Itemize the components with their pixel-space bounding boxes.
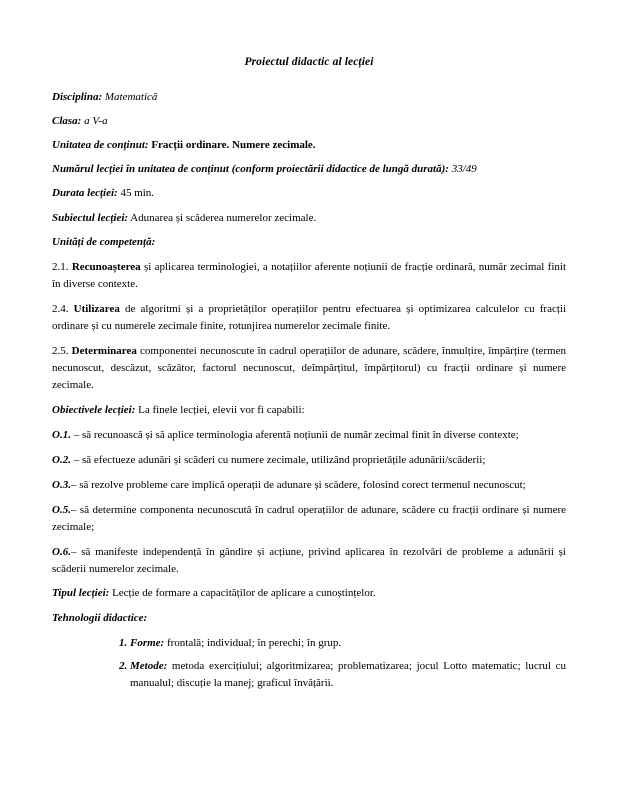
field-numarul-lectiei <box>52 162 566 178</box>
field-label: Unitatea de conținut: <box>52 139 149 152</box>
field-value: Lecție de formare a capacităților de aplicare a cunoștințelor. <box>109 587 376 600</box>
field-durata-lectiei <box>52 186 566 202</box>
objective-item <box>52 544 566 578</box>
field-value: a V-a <box>84 115 108 128</box>
technology-label: Metode: <box>130 659 168 672</box>
competence-item <box>52 259 566 293</box>
competence-bold: Utilizarea <box>73 302 120 315</box>
technology-value: metoda exercițiului; algoritmizarea; problematizarea; jocul Lotto matematic; lucrul cu manualul; discuție la manej; graficul învățării. <box>130 659 566 689</box>
competence-text: componentei necunoscute în cadrul operațiilor de adunare, scădere, înmulțire, împărțire (termen necunoscut, descăzut, scăzător, factorul necunoscut, deîmpărțitul, împărțitorul) cu fracții ordinare și numere zecimale. <box>52 344 566 392</box>
list-item <box>130 658 566 692</box>
page-title: Proiectul didactic al lecției <box>244 56 374 68</box>
objective-text: – să recunoască și să aplice terminologia aferentă noțiunii de număr zecimal finit în diverse contexte; <box>70 429 519 442</box>
objectives-intro <box>52 402 566 419</box>
technology-value: frontală; individual; în perechi; în grup. <box>164 636 342 649</box>
objective-code: O.6. <box>52 546 71 559</box>
competence-text: de algoritmi și a proprietăților operațiilor pentru efectuarea și optimizarea calculelor cu fracții ordinare și cu numerele zecimale finite, rotunjirea numerelor zecimale finite. <box>52 302 567 332</box>
objectives-label: Obiectivele lecției: <box>52 404 136 417</box>
objective-item <box>52 452 566 469</box>
objectives-intro-text: La finele lecției, elevii vor fi capabili: <box>135 404 305 417</box>
competence-bold: Determinarea <box>71 344 137 357</box>
competence-bold: Recunoașterea <box>71 260 141 273</box>
objective-code: O.5. <box>52 504 71 517</box>
competences-heading-label: Unități de competență: <box>52 235 156 248</box>
competence-number: 2.5. <box>52 344 69 357</box>
objective-text: – să efectueze adunări și scăderi cu numere zecimale, utilizând proprietățile adunării/scăderii; <box>70 454 486 467</box>
field-value: 45 min. <box>120 187 155 200</box>
objective-code: O.3. <box>52 479 71 492</box>
field-value: 33/49 <box>451 163 477 176</box>
competence-text: și aplicarea terminologiei, a notațiilor aferente noțiunii de fracție ordinară, număr zecimal finit în diverse contexte. <box>52 260 566 290</box>
field-unitatea-de-continut <box>52 138 566 154</box>
objective-item <box>52 427 566 444</box>
objective-item <box>52 502 566 536</box>
objective-item <box>52 477 566 494</box>
field-value: Matematică <box>104 91 158 103</box>
field-label: Subiectul lecției: <box>52 211 129 224</box>
objective-text: – să rezolve probleme care implică operații de adunare și scădere, folosind corect termenul necunoscut; <box>70 479 526 492</box>
technology-label: Forme: <box>130 636 165 649</box>
competence-number: 2.1. <box>52 260 69 273</box>
technologies-list <box>52 635 566 692</box>
field-tipul-lectiei <box>52 586 566 602</box>
field-disciplina <box>52 90 566 106</box>
field-label: Disciplina: <box>52 91 103 103</box>
objective-code: O.2. <box>52 454 71 467</box>
objective-text: – să determine componenta necunoscută în cadrul operațiilor de adunare, scădere cu fracții ordinare și numere zecimale; <box>52 504 566 534</box>
list-item <box>130 635 566 652</box>
field-label: Numărul lecției în unitatea de conținut (conform proiectării didactice de lungă durată): <box>52 163 449 176</box>
technologies-heading-label: Tehnologii didactice: <box>52 611 148 624</box>
technologies-heading <box>52 611 566 627</box>
field-clasa <box>52 114 566 130</box>
field-label: Durata lecției: <box>52 187 118 200</box>
field-subiectul-lectiei <box>52 211 566 227</box>
field-value: Adunarea și scăderea numerelor zecimale. <box>130 211 317 224</box>
field-value: Fracții ordinare. Numere zecimale. <box>151 139 316 152</box>
objective-code: O.1. <box>52 429 71 442</box>
competence-number: 2.4. <box>52 302 69 315</box>
objective-text: – să manifeste independență în gândire și acțiune, privind aplicarea în rezolvări de probleme a adunării și scăderii numerelor zecimale. <box>52 546 566 576</box>
competence-item <box>52 301 566 335</box>
competences-heading <box>52 235 566 251</box>
field-label: Tipul lecției: <box>52 587 110 600</box>
field-label: Clasa: <box>52 115 82 128</box>
competence-item <box>52 343 566 394</box>
